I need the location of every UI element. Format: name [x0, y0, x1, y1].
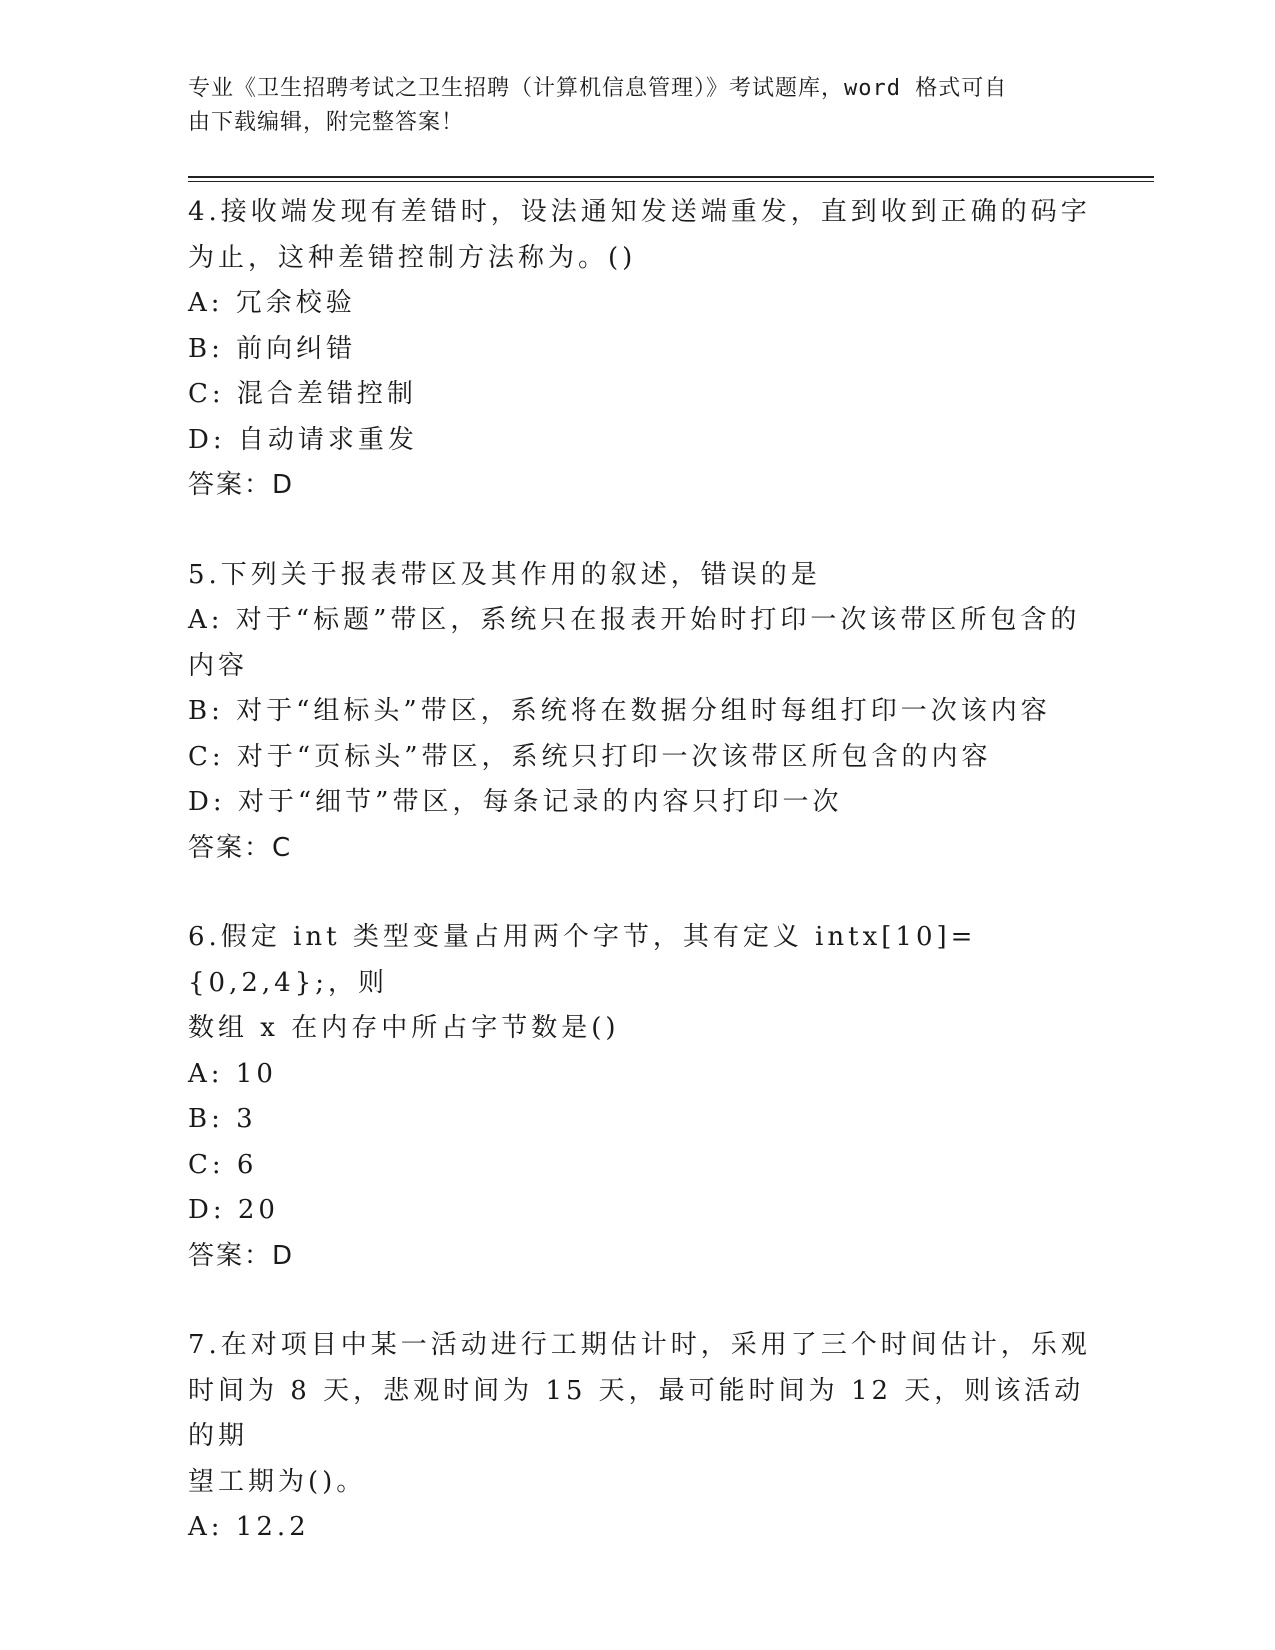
- option-d: D: 对于“细节”带区，每条记录的内容只打印一次: [188, 787, 843, 817]
- header-divider-thin: [188, 181, 1154, 182]
- question-stem-line: 5.下列关于报表带区及其作用的叙述，错误的是: [188, 559, 821, 590]
- option-b: B: 对于“组标头”带区，系统将在数据分组时每组打印一次该内容: [188, 696, 1051, 726]
- question-stem-line: 6.假定 int 类型变量占用两个字节，其有定义 intx[10]={0,2,4};，则: [188, 922, 977, 998]
- answer-label: 答案：C: [188, 832, 293, 863]
- option-a: A: 10: [188, 1058, 277, 1089]
- option-a: A: 12.2: [188, 1512, 310, 1542]
- answer-label: 答案：D: [188, 470, 295, 500]
- question-stem-line: 数组 x 在内存中所占字节数是(): [188, 1013, 620, 1043]
- option-b: B: 3: [188, 1104, 257, 1134]
- option-c: C: 6: [188, 1149, 258, 1180]
- question-6: [188, 915, 1108, 1279]
- option-a: A: 冗余校验: [188, 288, 356, 318]
- option-a-continued: 内容: [188, 650, 249, 681]
- option-a: A: 对于“标题”带区，系统只在报表开始时打印一次该带区所包含的: [188, 605, 1081, 635]
- option-d: D: 自动请求重发: [188, 424, 418, 455]
- option-c: C: 对于“页标头”带区，系统只打印一次该带区所包含的内容: [188, 741, 992, 772]
- question-list: [188, 190, 1108, 1595]
- header-divider-thick: [188, 176, 1154, 178]
- question-4: [188, 190, 1108, 509]
- option-d: D: 20: [188, 1195, 279, 1225]
- question-stem-line: 时间为 8 天，悲观时间为 15 天，最可能时间为 12 天，则该活动的期: [188, 1375, 1085, 1451]
- question-stem-line: 为止，这种差错控制方法称为。(): [188, 242, 637, 273]
- header-line-2: 由下载编辑，附完整答案！: [188, 110, 465, 135]
- question-stem-line: 7.在对项目中某一活动进行工期估计时，采用了三个时间估计，乐观: [188, 1330, 1091, 1360]
- header-line-1: 专业《卫生招聘考试之卫生招聘（计算机信息管理）》考试题库，word 格式可自: [188, 76, 1008, 101]
- document-header: [188, 72, 1088, 140]
- option-c: C: 混合差错控制: [188, 379, 417, 409]
- question-stem-line: 望工期为()。: [188, 1466, 367, 1497]
- question-5: [188, 553, 1108, 872]
- answer-label: 答案：D: [188, 1240, 295, 1271]
- question-7: [188, 1323, 1108, 1551]
- question-stem-line: 4.接收端发现有差错时，设法通知发送端重发，直到收到正确的码字: [188, 197, 1091, 227]
- option-b: B: 前向纠错: [188, 333, 357, 364]
